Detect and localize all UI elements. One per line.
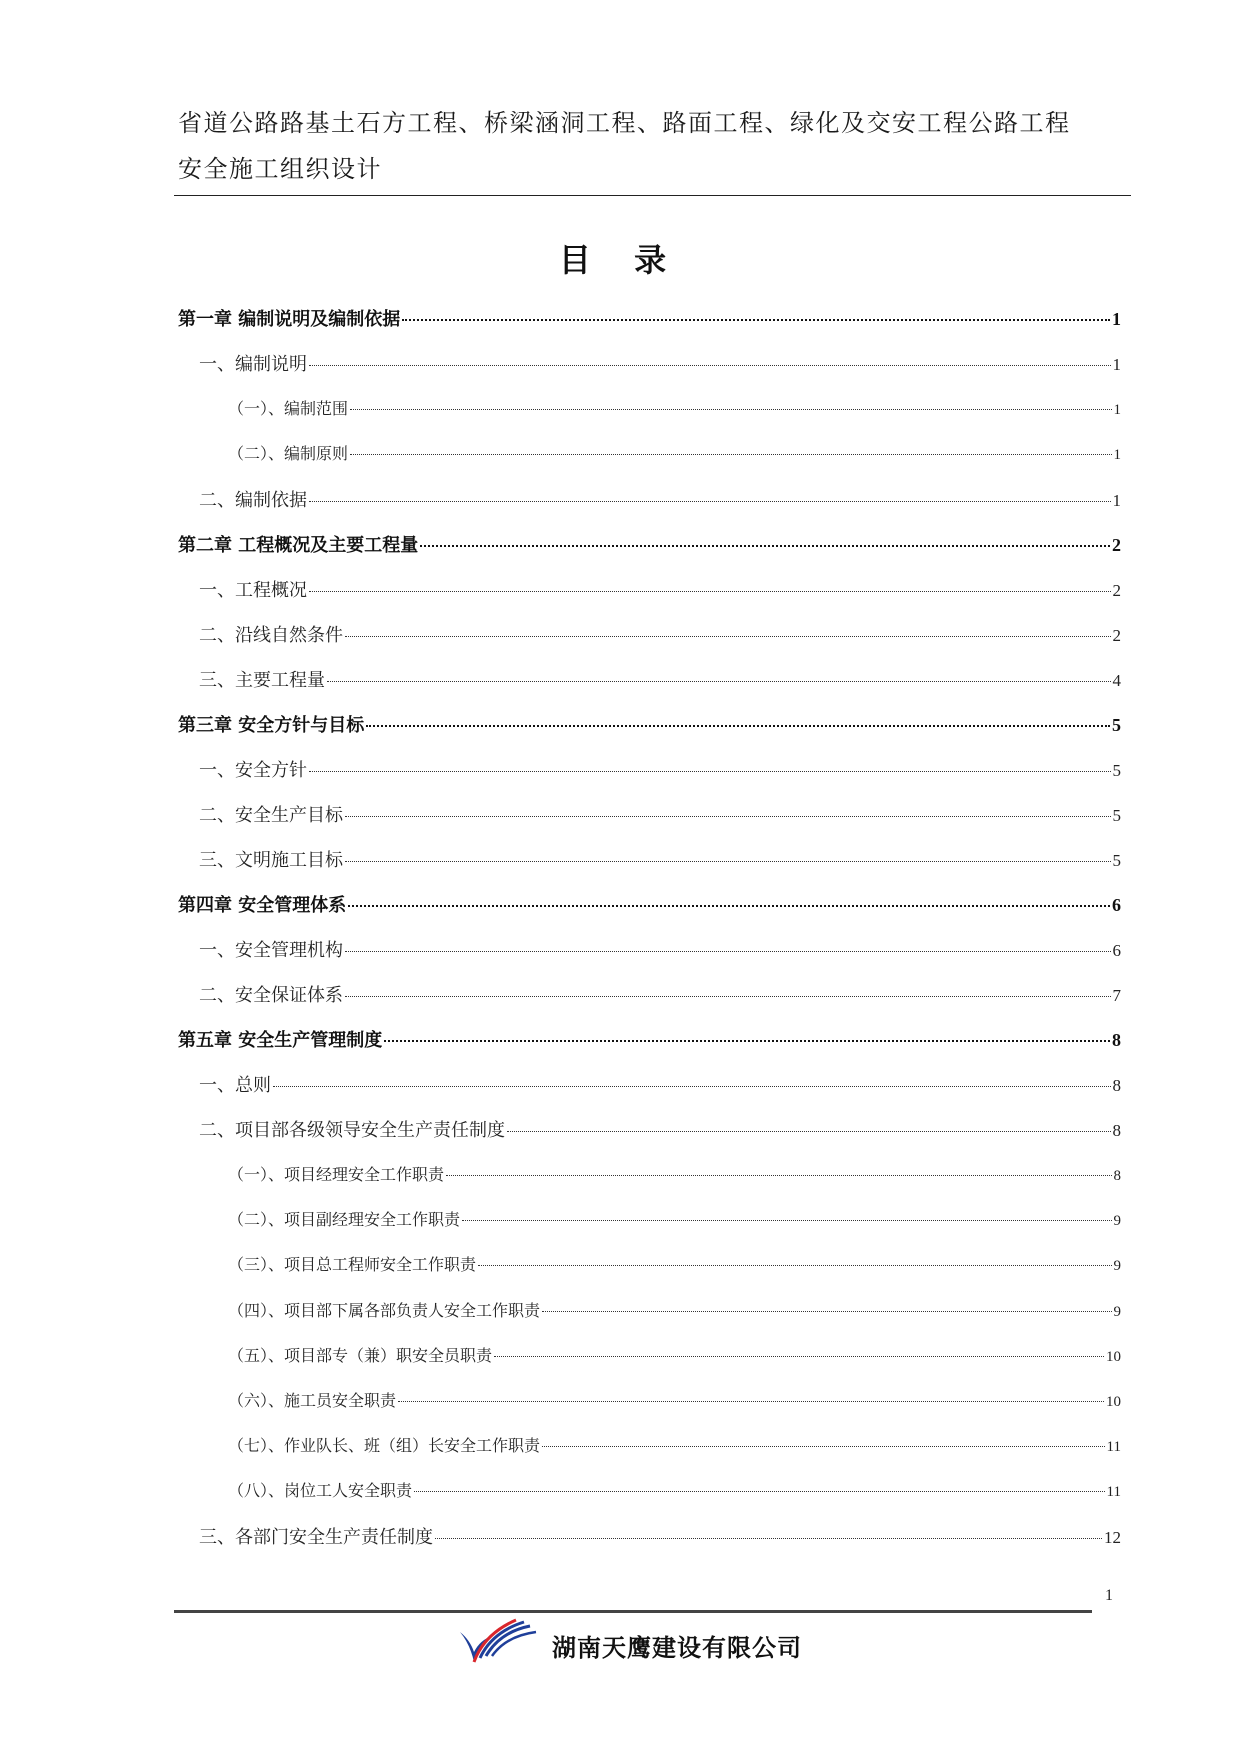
toc-entry-level3[interactable] bbox=[228, 1433, 1121, 1463]
toc-entry-page: 8 bbox=[1112, 1076, 1121, 1095]
toc-entry-level2[interactable] bbox=[199, 350, 1121, 380]
toc-entry-level3[interactable] bbox=[228, 1343, 1121, 1373]
toc-entry-page: 9 bbox=[1113, 1258, 1121, 1274]
toc-entry-level1[interactable] bbox=[178, 305, 1121, 335]
toc-leader-dots bbox=[309, 501, 1111, 502]
toc-entry-label: 三、各部门安全生产责任制度 bbox=[199, 1527, 433, 1548]
toc-leader-dots bbox=[348, 905, 1110, 907]
toc-entry-label: （八）、岗位工人安全职责 bbox=[228, 1481, 413, 1500]
header-title-line1: 省道公路路基土石方工程、桥梁涵洞工程、路面工程、绿化及交安工程公路工程 bbox=[178, 109, 1071, 137]
toc-entry-page: 8 bbox=[1113, 1168, 1121, 1184]
toc-entry-level2[interactable] bbox=[199, 486, 1121, 516]
toc-entry-page: 5 bbox=[1112, 851, 1121, 870]
toc-entry-page: 11 bbox=[1106, 1484, 1121, 1500]
toc-entry-page: 1 bbox=[1112, 309, 1121, 329]
toc-entry-label: 第一章 编制说明及编制依据 bbox=[178, 309, 401, 330]
toc-entry-label: 二、安全生产目标 bbox=[199, 805, 343, 826]
toc-entry-page: 6 bbox=[1112, 895, 1121, 915]
toc-entry-label: （五）、项目部专（兼）职安全员职责 bbox=[228, 1346, 493, 1365]
toc-entry-label: 二、编制依据 bbox=[199, 490, 307, 511]
toc-entry-level3[interactable] bbox=[228, 1478, 1121, 1508]
eagle-swoosh-logo-icon bbox=[458, 1614, 538, 1672]
toc-entry-label: 第三章 安全方针与目标 bbox=[178, 715, 365, 736]
toc-entry-level2[interactable] bbox=[199, 621, 1121, 651]
toc-entry-label: 一、安全管理机构 bbox=[199, 940, 343, 961]
toc-leader-dots bbox=[435, 1538, 1102, 1539]
toc-entry-page: 8 bbox=[1112, 1030, 1121, 1050]
toc-entry-level3[interactable] bbox=[228, 1298, 1121, 1328]
toc-entry-level2[interactable] bbox=[199, 756, 1121, 786]
footer-divider bbox=[174, 1610, 1092, 1613]
toc-entry-label: 三、主要工程量 bbox=[199, 670, 325, 691]
toc-entry-level1[interactable] bbox=[178, 531, 1121, 561]
toc-entry-page: 2 bbox=[1112, 626, 1121, 645]
toc-entry-label: （四）、项目部下属各部负责人安全工作职责 bbox=[228, 1301, 541, 1320]
toc-leader-dots bbox=[345, 816, 1111, 817]
toc-entry-label: 二、沿线自然条件 bbox=[199, 625, 343, 646]
toc-leader-dots bbox=[384, 1040, 1110, 1042]
toc-entry-level2[interactable] bbox=[199, 1523, 1121, 1553]
toc-entry-page: 5 bbox=[1112, 761, 1121, 780]
toc-entry-label: （一）、项目经理安全工作职责 bbox=[228, 1165, 445, 1184]
toc-entry-level3[interactable] bbox=[228, 1162, 1121, 1192]
toc-leader-dots bbox=[350, 454, 1111, 455]
toc-entry-level2[interactable] bbox=[199, 1071, 1121, 1101]
toc-entry-page: 2 bbox=[1112, 581, 1121, 600]
toc-entry-level3[interactable] bbox=[228, 396, 1121, 426]
toc-entry-page: 5 bbox=[1112, 715, 1121, 735]
toc-leader-dots bbox=[402, 319, 1110, 321]
toc-entry-page: 7 bbox=[1112, 986, 1121, 1005]
toc-entry-page: 2 bbox=[1112, 535, 1121, 555]
toc-entry-page: 1 bbox=[1112, 491, 1121, 510]
toc-entry-label: （七）、作业队长、班（组）长安全工作职责 bbox=[228, 1436, 541, 1455]
toc-leader-dots bbox=[273, 1086, 1111, 1087]
toc-entry-level3[interactable] bbox=[228, 1388, 1121, 1418]
toc-leader-dots bbox=[327, 681, 1111, 682]
toc-entry-label: 第五章 安全生产管理制度 bbox=[178, 1030, 383, 1051]
toc-entry-label: （六）、施工员安全职责 bbox=[228, 1391, 397, 1410]
toc-entry-label: 一、工程概况 bbox=[199, 580, 307, 601]
toc-entry-label: 第二章 工程概况及主要工程量 bbox=[178, 535, 419, 556]
toc-leader-dots bbox=[494, 1356, 1104, 1357]
toc-entry-level2[interactable] bbox=[199, 846, 1121, 876]
toc-leader-dots bbox=[478, 1265, 1111, 1266]
toc-leader-dots bbox=[446, 1175, 1111, 1176]
toc-entry-label: （一）、编制范围 bbox=[228, 399, 349, 418]
toc-entry-label: （二）、编制原则 bbox=[228, 444, 349, 463]
toc-entry-page: 1 bbox=[1112, 355, 1121, 374]
toc-leader-dots bbox=[345, 636, 1111, 637]
toc-entry-page: 1 bbox=[1113, 402, 1121, 418]
toc-entry-level1[interactable] bbox=[178, 711, 1121, 741]
header-title-line2: 安全施工组织设计 bbox=[178, 155, 382, 183]
toc-entry-page: 11 bbox=[1106, 1439, 1121, 1455]
toc-entry-label: 一、总则 bbox=[199, 1075, 271, 1096]
toc-entry-level2[interactable] bbox=[199, 1116, 1121, 1146]
toc-entry-label: 二、安全保证体系 bbox=[199, 985, 343, 1006]
toc-leader-dots bbox=[350, 409, 1111, 410]
toc-entry-level3[interactable] bbox=[228, 1207, 1121, 1237]
toc-entry-label: 第四章 安全管理体系 bbox=[178, 895, 347, 916]
toc-leader-dots bbox=[309, 365, 1111, 366]
toc-entry-page: 10 bbox=[1106, 1349, 1121, 1365]
toc-entry-page: 4 bbox=[1112, 671, 1121, 690]
toc-entry-page: 9 bbox=[1113, 1304, 1121, 1320]
page-number: 1 bbox=[1105, 1587, 1113, 1604]
toc-leader-dots bbox=[542, 1446, 1105, 1447]
toc-entry-label: 三、文明施工目标 bbox=[199, 850, 343, 871]
toc-entry-level2[interactable] bbox=[199, 936, 1121, 966]
toc-entry-page: 1 bbox=[1113, 447, 1121, 463]
toc-entry-page: 9 bbox=[1113, 1213, 1121, 1229]
document-header bbox=[178, 100, 1128, 192]
toc-leader-dots bbox=[414, 1491, 1105, 1492]
toc-leader-dots bbox=[398, 1401, 1104, 1402]
toc-entry-level2[interactable] bbox=[199, 576, 1121, 606]
toc-entry-level3[interactable] bbox=[228, 1252, 1121, 1282]
toc-entry-level1[interactable] bbox=[178, 1026, 1121, 1056]
toc-entry-level2[interactable] bbox=[199, 801, 1121, 831]
toc-entry-label: （二）、项目副经理安全工作职责 bbox=[228, 1210, 461, 1229]
toc-entry-label: （三）、项目总工程师安全工作职责 bbox=[228, 1255, 477, 1274]
toc-leader-dots bbox=[345, 951, 1111, 952]
toc-leader-dots bbox=[309, 591, 1111, 592]
toc-entry-page: 10 bbox=[1106, 1394, 1121, 1410]
toc-entry-label: 一、安全方针 bbox=[199, 760, 307, 781]
toc-leader-dots bbox=[366, 725, 1110, 727]
toc-leader-dots bbox=[542, 1311, 1111, 1312]
toc-leader-dots bbox=[462, 1220, 1111, 1221]
toc-entry-level2[interactable] bbox=[199, 666, 1121, 696]
toc-entry-page: 6 bbox=[1112, 941, 1121, 960]
toc-title: 目 录 bbox=[558, 241, 683, 279]
toc-entry-label: 二、项目部各级领导安全生产责任制度 bbox=[199, 1120, 505, 1141]
toc-entry-label: 一、编制说明 bbox=[199, 354, 307, 375]
toc-leader-dots bbox=[345, 996, 1111, 997]
toc-entry-page: 8 bbox=[1112, 1121, 1121, 1140]
toc-entry-page: 5 bbox=[1112, 806, 1121, 825]
toc-entry-level3[interactable] bbox=[228, 441, 1121, 471]
header-divider bbox=[174, 195, 1131, 196]
company-name: 湖南天鹰建设有限公司 bbox=[552, 1634, 802, 1662]
toc-entry-level1[interactable] bbox=[178, 891, 1121, 921]
toc-entry-page: 12 bbox=[1104, 1528, 1121, 1547]
toc-leader-dots bbox=[507, 1131, 1111, 1132]
toc-leader-dots bbox=[345, 861, 1111, 862]
toc-leader-dots bbox=[420, 545, 1110, 547]
toc-entry-level2[interactable] bbox=[199, 981, 1121, 1011]
toc-leader-dots bbox=[309, 771, 1111, 772]
